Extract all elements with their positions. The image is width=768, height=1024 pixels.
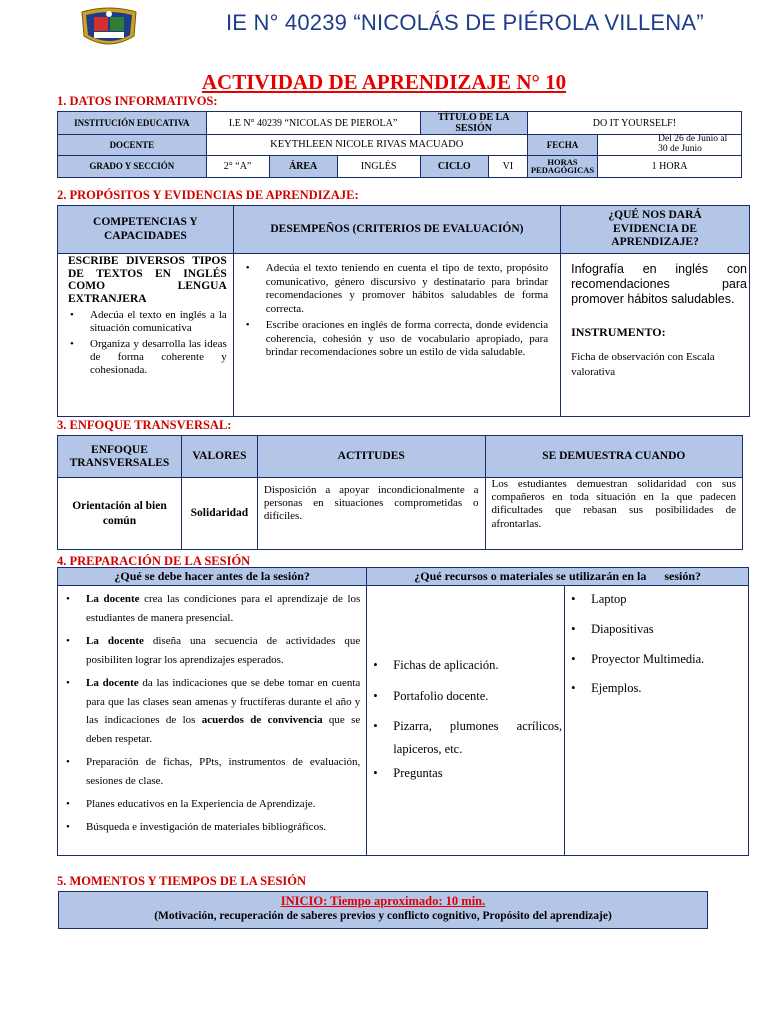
section-1-title: 1. DATOS INFORMATIVOS:	[57, 94, 218, 108]
grado-label: GRADO Y SECCIÓN	[58, 155, 207, 177]
school-crest-logo	[78, 6, 140, 50]
grado-value: 2° “A”	[206, 155, 269, 177]
capacidad-item: • Organiza y desarrolla las ideas de forma coherente y cohesionada.	[64, 338, 227, 378]
horas-label: HORAS PEDAGÓGICAS	[527, 155, 597, 177]
header-recursos: ¿Qué recursos o materiales se utilizarán en la sesión?	[367, 568, 749, 586]
fecha-label: FECHA	[527, 135, 597, 156]
titulo-sesion-label: TÍTULO DE LA SESIÓN	[420, 112, 527, 135]
area-label: ÁREA	[269, 155, 337, 177]
demuestra-value: Los estudiantes demuestran solidaridad con sus compañeros en toda situación en la que padecen dificultades que rebasan sus posibilidades de afrontarlas.	[485, 478, 742, 550]
competencia-text: ESCRIBE DIVERSOS TIPOS DE TEXTOS EN INGLÉS COMO LENGUA EXTRANJERA	[68, 255, 227, 305]
recurso-item: • Laptop	[565, 588, 746, 612]
header-evidencia: ¿QUÉ NOS DARÁ EVIDENCIA DE APRENDIZAJE?	[561, 206, 750, 254]
inicio-subtitle: (Motivación, recuperación de saberes previos y conflicto cognitivo, Propósito del aprendizaje)	[154, 910, 612, 922]
antes-item: • Planes educativos en la Experiencia de Aprendizaje.	[60, 795, 360, 814]
enfoque-value: Orientación al bien común	[58, 478, 182, 550]
antes-item: • Búsqueda e investigación de materiales bibliográficos.	[60, 818, 360, 837]
fecha-value: Del 26 de Junio al 30 de Junio	[598, 135, 742, 156]
recurso-item: • Ejemplos.	[565, 677, 746, 701]
area-value: INGLÉS	[337, 155, 420, 177]
horas-value: 1 HORA	[598, 155, 742, 177]
antes-item: • Preparación de fichas, PPts, instrumentos de evaluación, sesiones de clase.	[60, 753, 360, 791]
datos-informativos-table	[57, 111, 742, 178]
antes-item: • La docente crea las condiciones para el aprendizaje de los estudiantes de manera presencial.	[60, 590, 360, 628]
propositos-table	[57, 205, 750, 417]
docente-label: DOCENTE	[58, 135, 207, 156]
enfoque-table	[57, 435, 743, 550]
header-competencias: COMPETENCIAS Y CAPACIDADES	[58, 206, 234, 254]
header-enfoque: ENFOQUE TRANSVERSALES	[58, 436, 182, 478]
valor-value: Solidaridad	[181, 478, 257, 550]
institucion-label: INSTITUCIÓN EDUCATIVA	[58, 112, 207, 135]
header-demuestra: SE DEMUESTRA CUANDO	[485, 436, 742, 478]
recurso-item: • Pizarra, plumones acrílicos, lapiceros, etc.	[367, 715, 562, 760]
desempenos-list	[240, 262, 548, 360]
recurso-item: • Proyector Multimedia.	[565, 648, 746, 672]
header-actitudes: ACTITUDES	[257, 436, 485, 478]
institucion-value: I.E N° 40239 “NICOLAS DE PIEROLA”	[206, 112, 420, 135]
page-header	[0, 0, 768, 60]
instrumento-label: INSTRUMENTO:	[571, 325, 666, 339]
actitud-value: Disposición a apoyar incondicionalmente a personas en situaciones comprometidas o difíciles.	[257, 478, 485, 550]
recurso-item: • Portafolio docente.	[367, 685, 562, 708]
section-3-title: 3. ENFOQUE TRANSVERSAL:	[57, 418, 232, 432]
header-antes: ¿Qué se debe hacer antes de la sesión?	[58, 568, 367, 586]
capacidad-item: • Adecúa el texto en inglés a la situación comunicativa	[64, 309, 227, 335]
section-5-title: 5. MOMENTOS Y TIEMPOS DE LA SESIÓN	[57, 874, 307, 888]
header-valores: VALORES	[181, 436, 257, 478]
school-title: IE N° 40239 “NICOLÁS DE PIÉROLA VILLENA”	[226, 10, 704, 35]
antes-item: • La docente da las indicaciones que se debe tomar en cuenta para que las clases sean amenas y fructíferas durante el año y las indicaciones de los acuerdos de convivencia que se deben respetar.	[60, 674, 360, 750]
section-2-title: 2. PROPÓSITOS Y EVIDENCIAS DE APRENDIZAJE:	[57, 188, 359, 202]
instrumento-value: Ficha de observación con Escala valorativa	[571, 351, 715, 378]
preparacion-table	[57, 567, 749, 856]
evidencia-text: Infografía en inglés con recomendaciones para promover hábitos saludables.	[571, 262, 747, 306]
inicio-title: INICIO: Tiempo aproximado: 10 min.	[280, 894, 486, 908]
recurso-item: • Fichas de aplicación.	[367, 654, 562, 677]
antes-item: • La docente diseña una secuencia de actividades que posibiliten lograr los aprendizajes esperados.	[60, 632, 360, 670]
activity-title: ACTIVIDAD DE APRENDIZAJE N° 10	[201, 70, 567, 94]
titulo-sesion-value: DO IT YOURSELF!	[527, 112, 741, 135]
inicio-box	[58, 891, 708, 929]
capacidades-list	[64, 309, 227, 378]
ciclo-label: CICLO	[420, 155, 488, 177]
ciclo-value: VI	[488, 155, 527, 177]
docente-value: KEYTHLEEN NICOLE RIVAS MACUADO	[206, 135, 527, 156]
recurso-item: • Diapositivas	[565, 618, 746, 642]
desempeno-item: • Escribe oraciones en inglés de forma correcta, donde evidencia coherencia, cohesión y uso de vocabulario apropiado, para brindar recomendaciones sobre un estilo de vida saludable.	[240, 319, 548, 360]
header-desempenos: DESEMPEÑOS (CRITERIOS DE EVALUACIÓN)	[233, 206, 560, 254]
section-4-title: 4. PREPARACIÓN DE LA SESIÓN	[57, 554, 251, 568]
recursos-list-a	[367, 654, 562, 785]
recurso-item: • Preguntas	[367, 762, 562, 785]
desempeno-item: • Adecúa el texto teniendo en cuenta el tipo de texto, propósito comunicativo, género discursivo y destinatario para brindar recomendaciones y promover hábitos saludables de forma correcta.	[240, 262, 548, 316]
antes-list	[60, 590, 360, 837]
recursos-list-b	[565, 588, 746, 701]
